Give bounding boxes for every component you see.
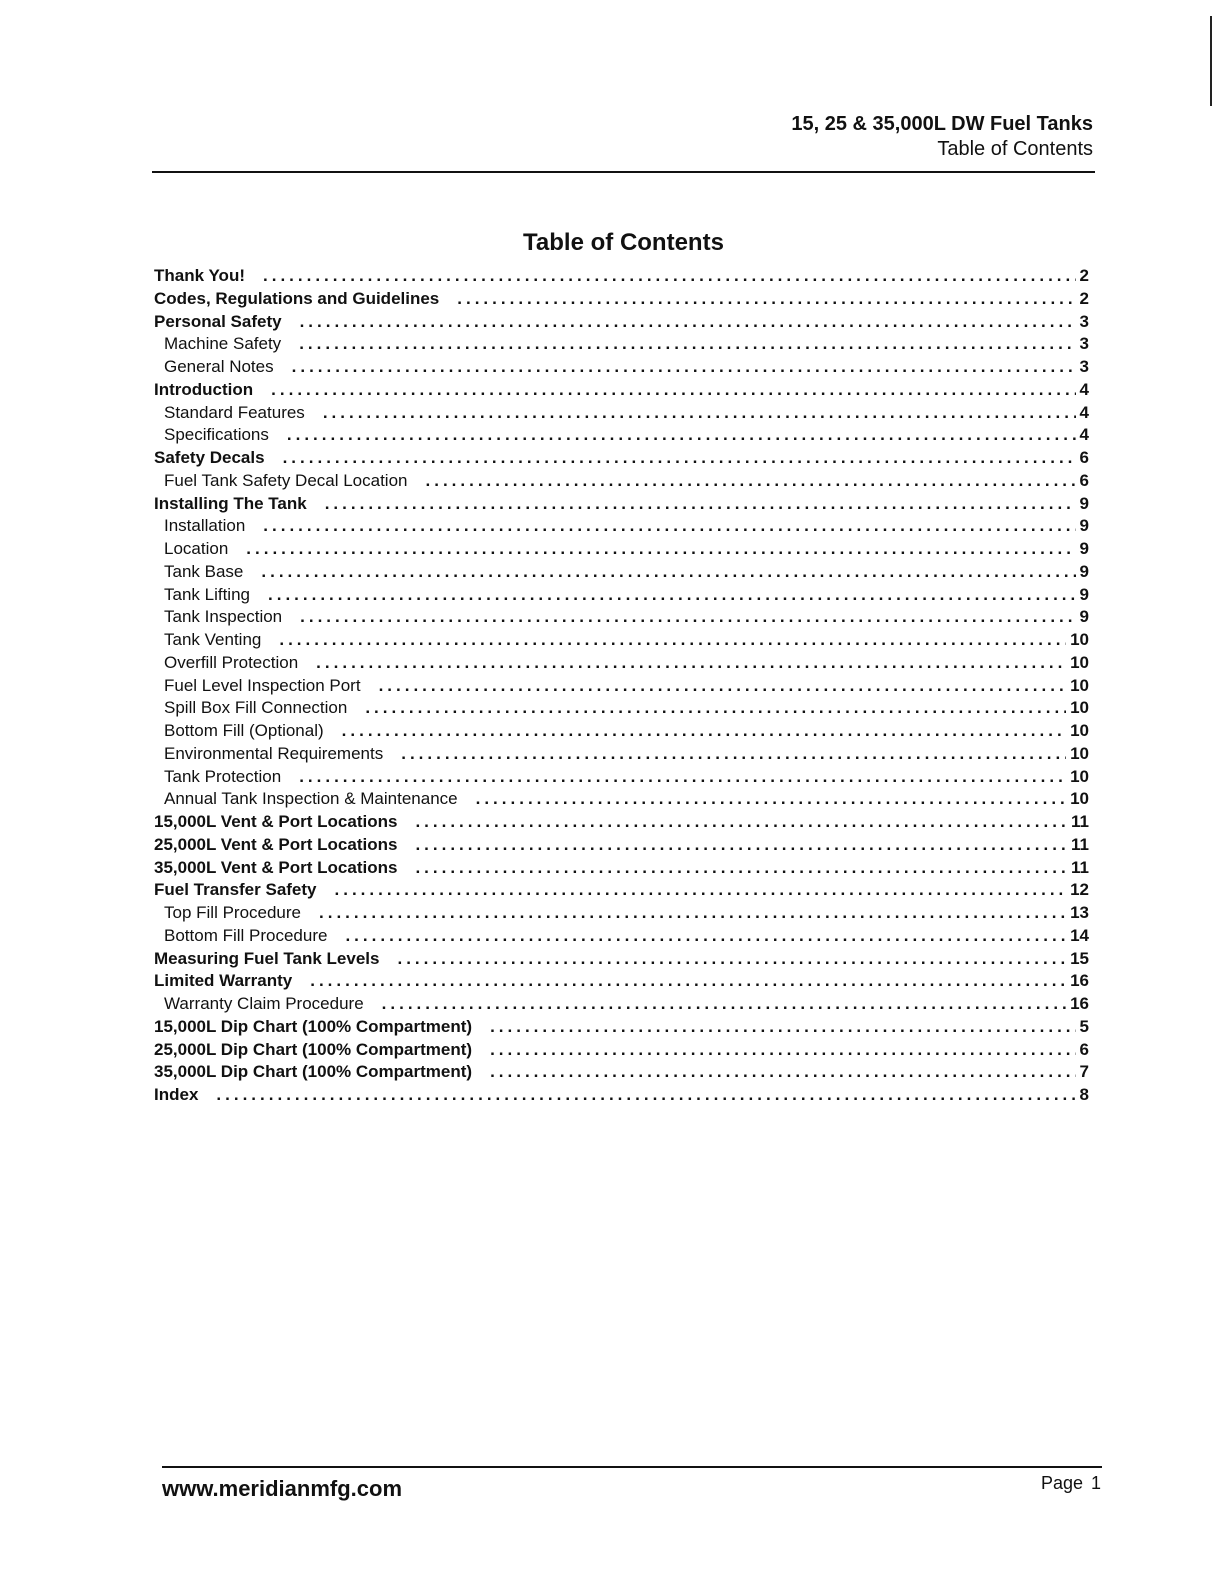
toc-dot-leader xyxy=(263,515,1075,537)
document-subtitle: Table of Contents xyxy=(937,138,1093,160)
toc-dot-leader xyxy=(216,1084,1075,1106)
toc-entry-page: 9 xyxy=(1079,607,1089,627)
toc-entry[interactable] xyxy=(154,834,1089,857)
toc-entry[interactable] xyxy=(154,1016,1089,1039)
toc-entry[interactable] xyxy=(154,584,1089,607)
toc-entry[interactable] xyxy=(154,993,1089,1016)
toc-dot-leader xyxy=(316,652,1066,674)
toc-entry[interactable] xyxy=(154,788,1089,811)
toc-entry[interactable] xyxy=(154,857,1089,880)
toc-dot-leader xyxy=(300,606,1075,628)
header-divider xyxy=(152,171,1095,173)
toc-entry-page: 11 xyxy=(1071,857,1089,877)
toc-entry[interactable] xyxy=(154,311,1089,334)
toc-entry[interactable] xyxy=(154,652,1089,675)
toc-entry-page: 13 xyxy=(1070,903,1089,922)
toc-dot-leader xyxy=(415,857,1067,879)
toc-entry-label: Bottom Fill (Optional) xyxy=(164,721,324,740)
toc-entry[interactable] xyxy=(154,743,1089,766)
toc-dot-leader xyxy=(263,265,1076,287)
toc-entry-label: Specifications xyxy=(164,425,269,445)
toc-entry-label: Fuel Tank Safety Decal Location xyxy=(164,470,408,490)
toc-entry-page: 6 xyxy=(1079,470,1089,490)
toc-entry-label: Index xyxy=(154,1085,199,1104)
toc-entry-page: 10 xyxy=(1070,652,1089,672)
toc-entry[interactable] xyxy=(154,879,1089,902)
toc-entry-page: 3 xyxy=(1079,357,1089,376)
toc-entry-page: 10 xyxy=(1070,721,1089,740)
toc-entry-label: Spill Box Fill Connection xyxy=(164,698,348,718)
toc-entry-page: 14 xyxy=(1070,925,1089,945)
toc-dot-leader xyxy=(325,493,1076,515)
toc-dot-leader xyxy=(319,902,1066,924)
toc-entry-label: Tank Protection xyxy=(164,766,282,786)
toc-entry[interactable] xyxy=(154,970,1089,993)
table-of-contents xyxy=(154,265,1089,1107)
toc-entry-page: 3 xyxy=(1079,334,1089,354)
toc-entry[interactable] xyxy=(154,1039,1089,1062)
toc-dot-leader xyxy=(261,561,1075,583)
footer-website-link[interactable]: www.meridianmfg.com xyxy=(162,1476,403,1501)
toc-entry-label: Measuring Fuel Tank Levels xyxy=(154,948,380,968)
toc-entry[interactable] xyxy=(154,447,1089,470)
toc-dot-leader xyxy=(299,333,1075,355)
toc-dot-leader xyxy=(490,1039,1075,1061)
toc-entry[interactable] xyxy=(154,948,1089,971)
page-label: Page xyxy=(1040,1473,1083,1493)
toc-entry-label: Top Fill Procedure xyxy=(164,903,302,922)
toc-entry[interactable] xyxy=(154,1084,1089,1107)
toc-dot-leader xyxy=(287,424,1076,446)
toc-dot-leader xyxy=(342,720,1066,742)
toc-entry-label: Standard Features xyxy=(164,402,305,422)
toc-entry-label: 15,000L Vent & Port Locations xyxy=(154,812,398,831)
toc-entry-label: Environmental Requirements xyxy=(164,743,384,763)
toc-entry-page: 9 xyxy=(1079,561,1089,581)
toc-entry[interactable] xyxy=(154,424,1089,447)
toc-entry-page: 9 xyxy=(1079,539,1089,558)
toc-entry[interactable] xyxy=(154,561,1089,584)
toc-entry-page: 10 xyxy=(1070,789,1089,809)
toc-dot-leader xyxy=(457,288,1075,310)
toc-entry-label: Warranty Claim Procedure xyxy=(164,994,364,1013)
toc-entry-label: Overfill Protection xyxy=(164,652,299,672)
footer-page-number xyxy=(1041,1472,1101,1494)
toc-entry-page: 6 xyxy=(1079,448,1089,467)
toc-entry-label: 25,000L Dip Chart (100% Compartment) xyxy=(154,1039,473,1059)
toc-entry-page: 6 xyxy=(1079,1039,1089,1059)
toc-entry[interactable] xyxy=(154,402,1089,425)
toc-dot-leader xyxy=(283,447,1076,469)
toc-dot-leader xyxy=(335,879,1067,901)
toc-entry-label: Personal Safety xyxy=(154,311,282,331)
toc-entry-page: 5 xyxy=(1079,1016,1089,1036)
toc-entry-label: Installation xyxy=(164,516,246,536)
toc-entry-label: Introduction xyxy=(154,379,254,399)
toc-dot-leader xyxy=(323,402,1076,424)
toc-entry-label: Location xyxy=(164,539,229,558)
toc-dot-leader xyxy=(476,788,1066,810)
toc-entry-page: 10 xyxy=(1070,698,1089,718)
toc-heading: Table of Contents xyxy=(523,229,724,256)
toc-entry-page: 4 xyxy=(1079,379,1089,399)
footer-divider xyxy=(162,1466,1102,1468)
toc-dot-leader xyxy=(299,766,1066,788)
toc-entry-page: 10 xyxy=(1070,630,1089,649)
toc-entry-page: 8 xyxy=(1079,1085,1089,1104)
toc-entry-label: Thank You! xyxy=(154,266,245,285)
toc-dot-leader xyxy=(345,925,1066,947)
toc-dot-leader xyxy=(490,1016,1075,1038)
toc-entry[interactable] xyxy=(154,265,1089,288)
toc-entry[interactable] xyxy=(154,379,1089,402)
toc-entry[interactable] xyxy=(154,333,1089,356)
toc-dot-leader xyxy=(401,743,1066,765)
toc-entry-page: 10 xyxy=(1070,743,1089,763)
toc-entry-label: Fuel Transfer Safety xyxy=(154,880,317,900)
toc-entry-page: 11 xyxy=(1071,834,1089,854)
toc-entry[interactable] xyxy=(154,925,1089,948)
toc-entry[interactable] xyxy=(154,470,1089,493)
toc-entry-page: 2 xyxy=(1079,266,1089,285)
toc-entry-label: 35,000L Vent & Port Locations xyxy=(154,857,398,877)
toc-entry-page: 2 xyxy=(1079,288,1089,308)
toc-entry-page: 4 xyxy=(1079,425,1089,445)
toc-entry-page: 9 xyxy=(1079,584,1089,604)
toc-entry[interactable] xyxy=(154,766,1089,789)
toc-entry-label: General Notes xyxy=(164,357,274,376)
toc-dot-leader xyxy=(397,948,1066,970)
toc-entry-label: 35,000L Dip Chart (100% Compartment) xyxy=(154,1062,473,1082)
toc-entry-label: 25,000L Vent & Port Locations xyxy=(154,834,398,854)
toc-entry[interactable] xyxy=(154,697,1089,720)
toc-entry[interactable] xyxy=(154,288,1089,311)
toc-entry-label: Limited Warranty xyxy=(154,971,293,991)
toc-entry-page: 7 xyxy=(1079,1062,1089,1082)
toc-dot-leader xyxy=(268,584,1076,606)
toc-entry[interactable] xyxy=(154,1061,1089,1084)
toc-entry-label: Tank Base xyxy=(164,561,244,581)
document-title: 15, 25 & 35,000L DW Fuel Tanks xyxy=(791,113,1093,135)
toc-entry-label: Safety Decals xyxy=(154,448,265,467)
toc-entry-page: 11 xyxy=(1071,812,1089,831)
toc-dot-leader xyxy=(279,629,1066,651)
toc-entry-label: Tank Lifting xyxy=(164,584,250,604)
toc-entry[interactable] xyxy=(154,675,1089,698)
toc-entry-label: Tank Inspection xyxy=(164,607,283,627)
toc-dot-leader xyxy=(300,311,1076,333)
page-header xyxy=(791,112,1093,162)
toc-dot-leader xyxy=(426,470,1076,492)
toc-entry-label: 15,000L Dip Chart (100% Compartment) xyxy=(154,1016,473,1036)
toc-dot-leader xyxy=(415,834,1067,856)
toc-dot-leader xyxy=(292,356,1076,378)
toc-entry-label: Annual Tank Inspection & Maintenance xyxy=(164,789,458,809)
toc-dot-leader xyxy=(382,993,1066,1015)
toc-entry-label: Machine Safety xyxy=(164,334,282,354)
toc-dot-leader xyxy=(490,1061,1075,1083)
toc-entry-page: 12 xyxy=(1070,880,1089,900)
toc-dot-leader xyxy=(310,970,1066,992)
toc-entry-page: 10 xyxy=(1070,675,1089,695)
toc-entry[interactable] xyxy=(154,811,1089,834)
toc-dot-leader xyxy=(271,379,1075,401)
toc-entry-page: 9 xyxy=(1079,493,1089,513)
toc-entry-page: 16 xyxy=(1070,994,1089,1013)
scan-edge-mark xyxy=(1210,16,1212,106)
toc-entry-page: 3 xyxy=(1079,311,1089,331)
toc-entry-label: Installing The Tank xyxy=(154,493,307,513)
toc-entry[interactable] xyxy=(154,538,1089,561)
toc-dot-leader xyxy=(379,675,1067,697)
toc-entry[interactable] xyxy=(154,493,1089,516)
toc-entry-page: 15 xyxy=(1070,948,1089,968)
page-number: 1 xyxy=(1090,1473,1101,1493)
toc-entry-label: Bottom Fill Procedure xyxy=(164,925,328,945)
toc-dot-leader xyxy=(365,697,1066,719)
toc-entry[interactable] xyxy=(154,515,1089,538)
toc-entry-page: 10 xyxy=(1070,766,1089,786)
toc-entry-label: Tank Venting xyxy=(164,630,262,649)
toc-entry[interactable] xyxy=(154,720,1089,743)
toc-entry[interactable] xyxy=(154,606,1089,629)
toc-entry-page: 9 xyxy=(1079,516,1089,536)
toc-dot-leader xyxy=(246,538,1075,560)
toc-entry-label: Fuel Level Inspection Port xyxy=(164,675,361,695)
toc-entry[interactable] xyxy=(154,356,1089,379)
toc-entry[interactable] xyxy=(154,902,1089,925)
toc-entry[interactable] xyxy=(154,629,1089,652)
toc-entry-page: 4 xyxy=(1079,402,1089,422)
toc-dot-leader xyxy=(415,811,1067,833)
toc-entry-label: Codes, Regulations and Guidelines xyxy=(154,288,440,308)
toc-entry-page: 16 xyxy=(1070,971,1089,991)
